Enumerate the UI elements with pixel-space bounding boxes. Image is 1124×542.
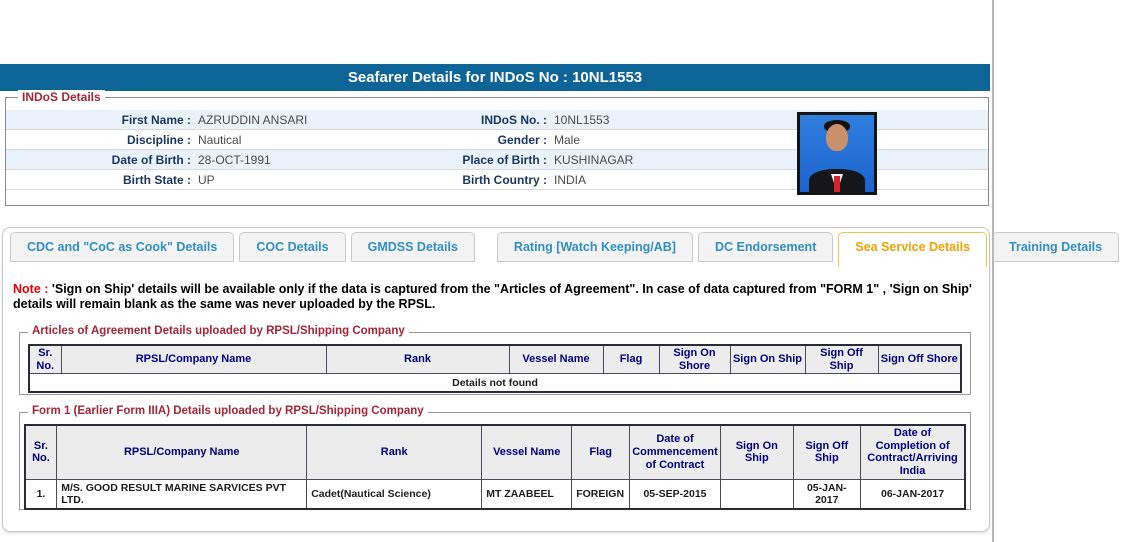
note-prefix: Note : — [13, 282, 49, 296]
cell-date-of-commencement: 05-SEP-2015 — [630, 479, 721, 509]
tab-dc-endorsement[interactable]: DC Endorsement — [698, 232, 833, 262]
col-sign-on-ship: Sign On Ship — [730, 345, 805, 374]
col-sr-no: Sr. No. — [25, 425, 57, 479]
tab-sea-service-details[interactable]: Sea Service Details — [838, 232, 987, 267]
col-sign-on-shore: Sign On Shore — [659, 345, 730, 374]
place-of-birth-label: Place of Birth : — [462, 152, 547, 167]
sign-on-ship-note — [13, 282, 983, 312]
tab-training-details[interactable]: Training Details — [992, 232, 1119, 262]
col-sign-off-ship: Sign Off Ship — [793, 425, 860, 479]
col-date-of-commencement: Date of Commencement of Contract — [630, 425, 721, 479]
form1-section — [19, 405, 971, 510]
indos-details-legend: INDoS Details — [18, 90, 105, 104]
tab-gmdss-details[interactable]: GMDSS Details — [351, 232, 475, 262]
discipline-label: Discipline : — [126, 132, 191, 147]
photo-person-tie — [834, 176, 840, 192]
cell-date-of-completion: 06-JAN-2017 — [860, 479, 965, 509]
tab-bar — [10, 232, 1124, 267]
details-not-found-message: Details not found — [29, 374, 961, 392]
table-row — [29, 374, 961, 392]
col-rank: Rank — [307, 425, 482, 479]
indos-no-label: INDoS No. : — [481, 112, 547, 127]
table-header-row — [25, 425, 966, 479]
birth-country-value: INDIA — [554, 172, 587, 187]
cell-rpsl-company-name: M/S. GOOD RESULT MARINE SARVICES PVT LTD. — [57, 479, 307, 509]
col-vessel-name: Vessel Name — [509, 345, 603, 374]
table-row — [25, 479, 966, 509]
place-of-birth-value: KUSHINAGAR — [554, 152, 634, 167]
col-sr-no: Sr. No. — [29, 345, 61, 374]
cell-flag: FOREIGN — [572, 479, 630, 509]
col-vessel-name: Vessel Name — [482, 425, 572, 479]
col-rpsl-company-name: RPSL/Company Name — [61, 345, 326, 374]
cell-sign-off-ship: 05-JAN-2017 — [793, 479, 860, 509]
col-sign-off-ship: Sign Off Ship — [805, 345, 878, 374]
page-title: Seafarer Details for INDoS No : 10NL1553 — [0, 64, 990, 91]
cell-vessel-name: MT ZAABEEL — [482, 479, 572, 509]
col-rank: Rank — [326, 345, 509, 374]
form1-legend: Form 1 (Earlier Form IIIA) Details uploaded by RPSL/Shipping Company — [28, 405, 428, 417]
articles-of-agreement-section — [19, 325, 971, 395]
date-of-birth-label: Date of Birth : — [111, 152, 191, 167]
seafarer-photo — [797, 112, 877, 195]
tab-coc-details[interactable]: COC Details — [239, 232, 345, 262]
col-sign-off-shore: Sign Off Shore — [878, 345, 961, 374]
discipline-value: Nautical — [198, 132, 242, 147]
col-date-of-completion: Date of Completion of Contract/Arriving India — [860, 425, 965, 479]
indos-no-value: 10NL1553 — [554, 112, 610, 127]
birth-state-label: Birth State : — [122, 172, 191, 187]
col-sign-on-ship: Sign On Ship — [720, 425, 793, 479]
articles-of-agreement-legend: Articles of Agreement Details uploaded by RPSL/Shipping Company — [28, 325, 409, 337]
tab-rating-watch-keeping-ab[interactable]: Rating [Watch Keeping/AB] — [497, 232, 693, 262]
first-name-value: AZRUDDIN ANSARI — [198, 112, 308, 127]
page-right-border — [992, 0, 994, 542]
birth-country-label: Birth Country : — [462, 172, 547, 187]
tab-content-panel — [2, 227, 1103, 532]
gender-label: Gender : — [497, 132, 547, 147]
gender-value: Male — [554, 132, 581, 147]
photo-person-face — [826, 124, 848, 151]
col-flag: Flag — [572, 425, 630, 479]
cell-rank: Cadet(Nautical Science) — [307, 479, 482, 509]
form1-table — [24, 424, 967, 510]
note-text: 'Sign on Ship' details will be available only if the data is captured from the "Articles of Agreement". In case of data captured from "FORM 1" , 'Sign on Ship' details will remain blank as the same was never uploaded by the RPSL. — [13, 282, 972, 311]
cell-sr-no: 1. — [25, 479, 57, 509]
tab-cdc-coc-as-cook-details[interactable]: CDC and "CoC as Cook" Details — [10, 232, 234, 262]
table-header-row — [29, 345, 961, 374]
date-of-birth-value: 28-OCT-1991 — [198, 152, 271, 167]
first-name-label: First Name : — [121, 112, 191, 127]
cell-sign-on-ship — [720, 479, 793, 509]
col-rpsl-company-name: RPSL/Company Name — [57, 425, 307, 479]
col-flag: Flag — [603, 345, 659, 374]
birth-state-value: UP — [198, 172, 215, 187]
articles-of-agreement-table — [28, 344, 962, 393]
